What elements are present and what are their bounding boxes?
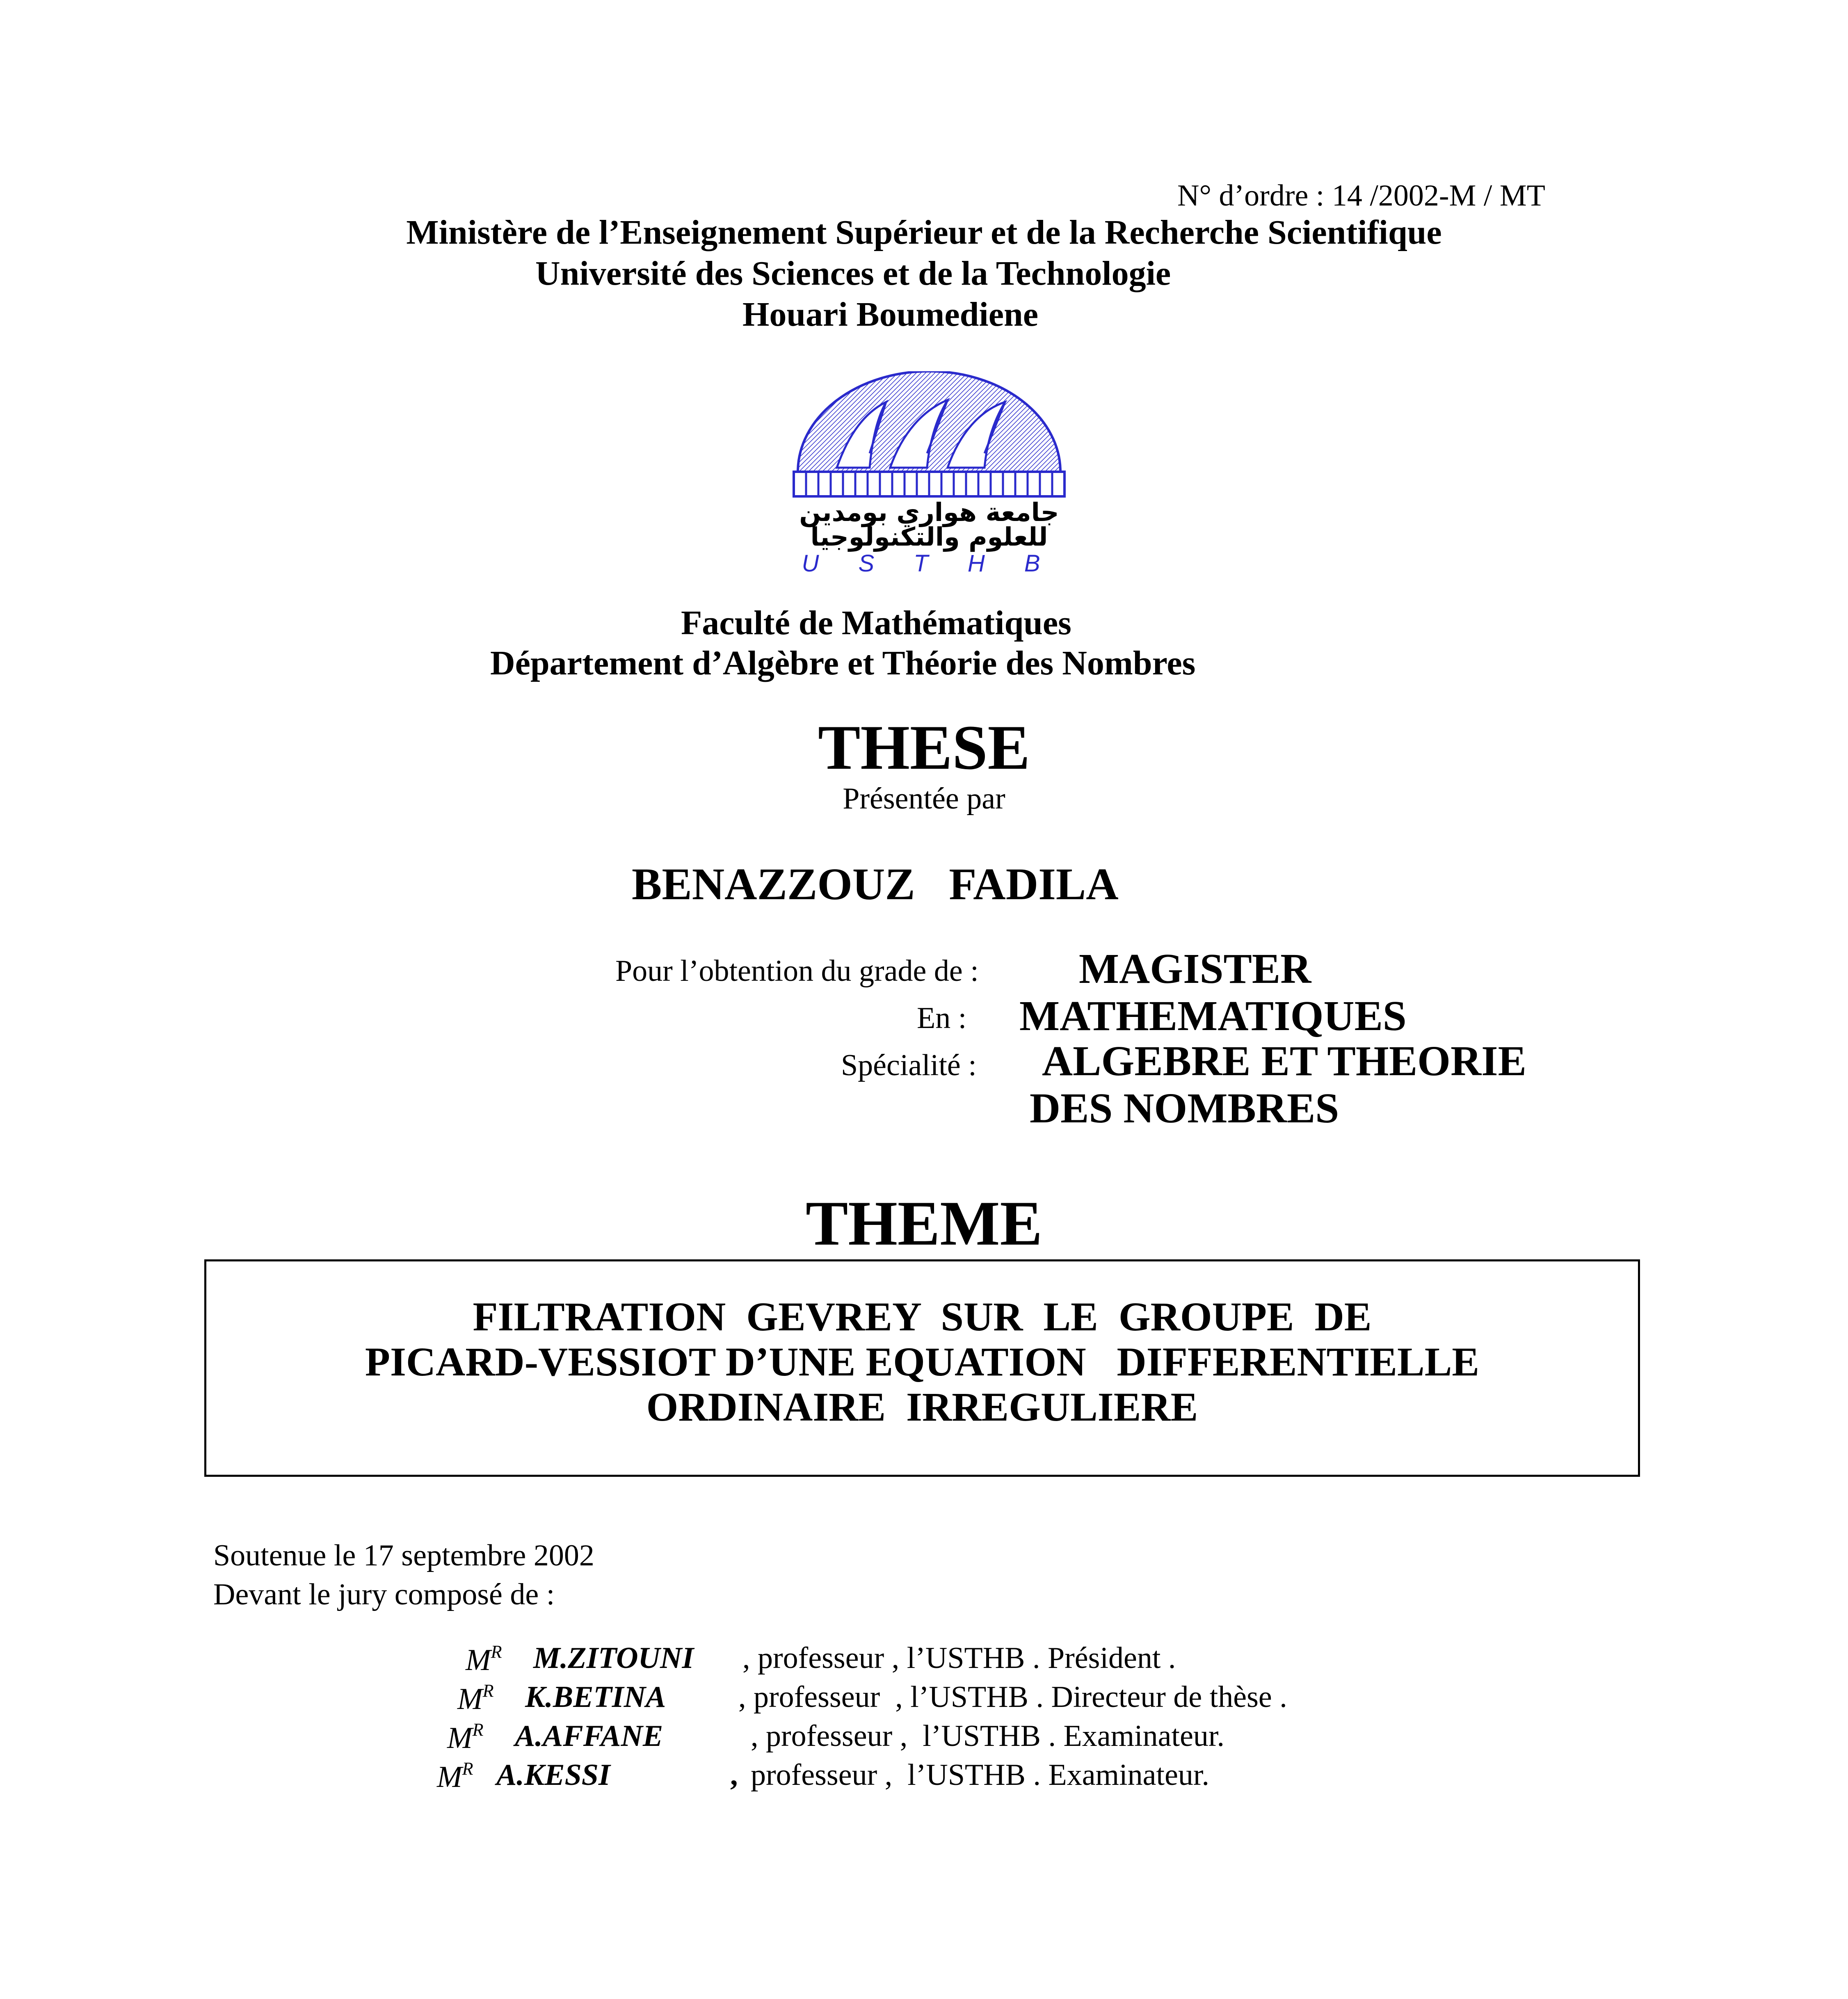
- theme-line-2: PICARD-VESSIOT D’UNE EQUATION DIFFERENTIELLE: [365, 1339, 1480, 1384]
- jury-title: $M^R$: [466, 1642, 502, 1677]
- logo-acronym: U S T H B: [802, 550, 1057, 576]
- logo-arabic-line1: جامعة هواري بومدين: [799, 497, 1059, 527]
- speciality-value-line1: ALGEBRE ET THEORIE: [1042, 1037, 1527, 1085]
- jury-comma: ,: [730, 1758, 738, 1792]
- jury-role: , professeur , l’USTHB . Directeur de thèse .: [738, 1680, 1287, 1714]
- logo-arabic-line2: للعلوم والتكنولوجيا: [810, 522, 1048, 552]
- jury-title: $M^R$: [447, 1720, 484, 1755]
- jury-name: K.BETINA: [525, 1680, 666, 1714]
- speciality-value-line2: DES NOMBRES: [1030, 1085, 1339, 1132]
- university-subname: Houari Boumediene: [742, 295, 1039, 334]
- author-name: BENAZZOUZ FADILA: [632, 859, 1119, 909]
- thesis-title: THESE: [818, 712, 1030, 783]
- usthb-logo: [788, 371, 1075, 576]
- field-value: MATHEMATIQUES: [1019, 992, 1407, 1039]
- theme-line-3: ORDINAIRE IRREGULIERE: [646, 1384, 1198, 1430]
- defense-date: Soutenue le 17 septembre 2002: [213, 1539, 594, 1572]
- ministry-name: Ministère de l’Enseignement Supérieur et de la Recherche Scientifique: [406, 213, 1442, 251]
- jury-role: professeur , l’USTHB . Examinateur.: [751, 1758, 1209, 1792]
- jury-title: $M^R$: [457, 1681, 494, 1716]
- jury-name: M.ZITOUNI: [533, 1641, 694, 1675]
- department-name: Département d’Algèbre et Théorie des Nombres: [490, 644, 1196, 682]
- faculty-name: Faculté de Mathématiques: [681, 604, 1071, 642]
- theme-heading: THEME: [805, 1188, 1042, 1259]
- order-number: N° d’ordre : 14 /2002-M / MT: [1177, 179, 1545, 212]
- jury-name: A.AFFANE: [515, 1719, 663, 1753]
- university-name: Université des Sciences et de la Technologie: [535, 254, 1171, 292]
- jury-name: A.KESSI: [496, 1758, 610, 1792]
- grade-label: Pour l’obtention du grade de :: [615, 954, 979, 988]
- grade-value: MAGISTER: [1079, 945, 1311, 992]
- jury-role: , professeur , l’USTHB . Président .: [742, 1641, 1176, 1675]
- jury-role: , professeur , l’USTHB . Examinateur.: [751, 1719, 1224, 1753]
- field-label: En :: [917, 1001, 967, 1035]
- jury-intro: Devant le jury composé de :: [213, 1578, 555, 1611]
- presented-by: Présentée par: [843, 782, 1005, 816]
- theme-line-1: FILTRATION GEVREY SUR LE GROUPE DE: [473, 1294, 1372, 1339]
- speciality-label: Spécialité :: [841, 1049, 977, 1082]
- theme-box: [204, 1259, 1640, 1477]
- jury-title: $M^R$: [437, 1759, 473, 1794]
